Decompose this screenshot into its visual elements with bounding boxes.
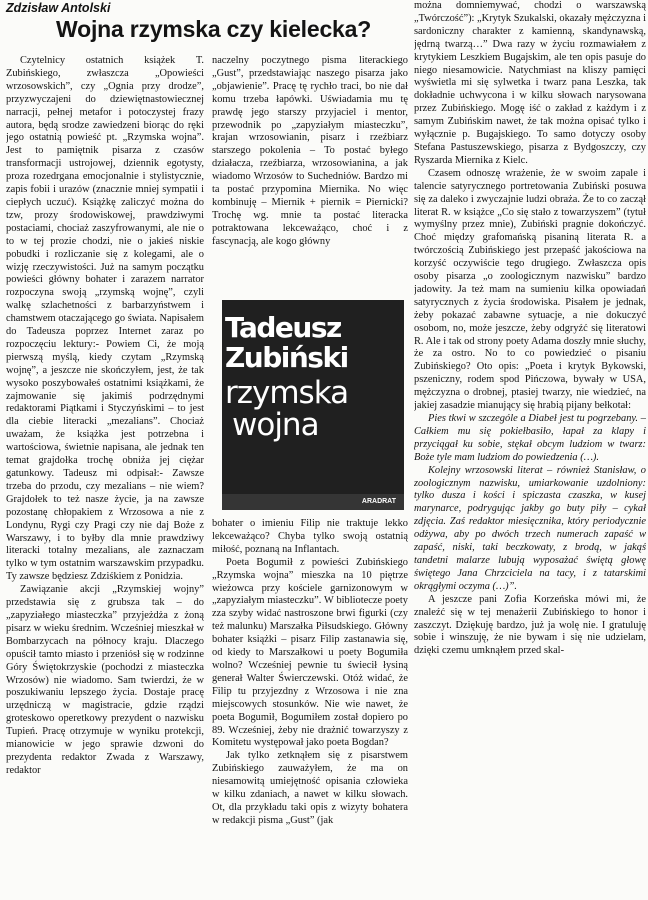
paragraph: Czasem odnoszę wrażenie, że w swoim zapale i talencie satyrycznego portretowania Zubiński posuwa się za daleko i zwyczajnie ludzi obraża. Że to co zaczął literat R. w książce „Co się stało z towarzyszem” (tytuł wymyślny przez mnie), Zubiński pragnie dokończyć. Choć między grafomańską pisaniną literata R. a twórczością Zubińskiego jest przepaść jakościowa na korzyść oczywiście tego drugiego. Zwłaszcza opis osoby pisarza „o zoologicznym nazwisku” bardzo jadowity. Ja też mam na sumieniu kilka opowiadań satyrycznych z życia środowiska. Pisałem je jednak, żeby pokazać zabawne sytuacje, a nie dokuczyć osobom, no, może jeszcze, żeby odgryźć się literatowi R. Ale i tak od strony poety Adama doszły mnie słuchy, że za ostro. No to co powiedzieć o pisaniu Zubińskiego? Oto opis: „Poeta i krytyk Bykowski, pszeniczny, rodem spod Pińczowa, bywały w USA, mężczyzna o drobnej, ptasiej twarzy, nie wiedzieć, na jakiej zasadzie mianujący się hrabią pijany bełkotał: [414,167,646,412]
text-column-2-top [212,55,408,263]
text-column-3 [414,0,646,900]
book-cover-image [222,300,404,510]
cover-title-line1: rzymska [225,375,349,411]
quoted-paragraph: Kolejny wrzosowski literat – również Stanisław, o zoologicznym nazwisku, umiarkowanie uzdolniony: tylko dusza i kości i spiczasta czaszka, w kusej marynarce, podrygując jakby go buty piły – cykał zdjęcia. Zaś redaktor miesięcznika, który periodycznie odżywa, aby po dwóch trzech numerach zapaść w zapaść, niski, taki beczkowaty, z brodą, w jakąś tandetni malarze lubują wyposażać świętą głowę świętego Jana Chrzciciela na tacy, i z tatarskimi okrągłymi oczyma (…)”. [414,464,646,592]
text-column-2-bottom [212,518,408,900]
cover-author-last: Zubiński [225,341,348,374]
paragraph: A jeszcze pani Zofia Korzeńska mówi mi, że znaleźć się w tej menażerii Zubińskiego to honor i zaszczyt. Dziękuję bardzo, już ja wolę nie. I gratuluję sobie i winszuję, że nie bywam i się nie udzielam, dzięki czemu umknąłem przed skal- [414,593,646,657]
paragraph: można domniemywać, chodzi o warszawską „Twórczość”): „Krytyk Szukalski, okazały mężczyzna i sardoniczny charakter z kamienną, skandynawską, jędrną twarzą…” Dwa razy w życiu rozmawiałem z krytykiem Leszkiem Bugajskim, ale ten opis pasuje do niego niesamowicie. Natychmiast na kliszy pamięci wyświetla mi się sylwetka i twarz pana Leszka, tak dokładnie uchwycona i w kilku słowach narysowana przez Zubińskiego. Mogę iść o zakład z każdym i z samym Zubińskim nawet, że tak można opisać tylko i wyłącznie p. Bugajskiego. To samo dotyczy osoby Stefana Pastuszewskiego, pisarza z Bydgoszczy, czy Ryszarda Miernika z Kielc. [414,0,646,166]
cover-title-line2: wojna [232,407,319,443]
paragraph: naczelny poczytnego pisma literackiego „Gust”, przedstawiając naszego pisarza jako „objawienie”. Pracę tę rychło traci, bo nie dał komu trzeba łapówki. Uświadamia mu tę prawdę jego starszy przyjaciel i mentor, przewodnik po „zapyziałym miasteczku”, krajan wrzosowianin, pisarz i rzeźbiarz starszego pokolenia – To postać byłego działacza, rzeźbiarza, wrzosowianina, a jak wiadomo Wrzosów to Suchedniów. Bardzo mi ta postać przypomina Miernika. No więc kombinuję – Miernik + piernik = Piernicki? Trochę wg. mnie ta postać literacka potraktowana lekceważąco, choć i z fascynacją, ale kogo główny [212,55,408,247]
text-column-1 [6,55,204,900]
paragraph: Zawiązanie akcji „Rzymskiej wojny” przedstawia się z grubsza tak – do „zapyziałego miasteczka” przyjeżdża z żoną pisarz w wieku średnim. Wcześniej mieszkał w Bombarzycach na północy kraju. Dlaczego opuścił tamto miasto i przeniósł się w rodzinne Góry Świętokrzyskie (pochodzi z miasteczka Wrzosów) nie wiadomo. Sam twierdzi, że w poszukiwaniu lepszego życia. Dostaje pracę urzędniczą w magistracie, gdzie rządzi groteskowo operetkowy prezydent o nazwisku Tupień. Pracę otrzymuje w wyniku protekcji, mianowicie w jego sprawie dzwoni do prezydenta redaktor Zwada z Warszawy, redaktor [6,584,204,776]
paragraph: Czytelnicy ostatnich książek T. Zubińskiego, zwłaszcza „Opowieści wrzosowskich”, czy „Ognia przy drodze”, przyzwyczajeni do dziewiętnastowiecznej narracji, pełnej metafor i potoczystej frazy autora, będą srodze zawiedzeni biorąc do ręki jego ostatnią powieść pt. „Rzymska wojna”. Jest to pamiętnik pisarza z czasów transformacji ustrojowej, dziennik egotysty, proza rozedrgana emocjonalnie i stylistycznie, zapis fobii i urazów (znacznie mniej sympatii i ciepłych uczuć). Książkę zaliczyć można do tzw, prozy środowiskowej, prawdziwymi postaciami, chociaż zaszyfrowanymi, ale nie o to w tej prozie chodzi, nie o jakieś niskie pobudki i rozliczanie się z kolegami, ale o wizję rzeczywistości. Już na samym początku powieści główny bohater i zarazem narrator rozpoczyna swoją „rzymską wojnę”, czyli walkę szlachetności z barbarzyństwem i chamstwem otaczającego go świata. Napisałem do Tadeusza poprzez Internet zaraz po rozpoczęciu lektury:- Powiem Ci, że moją pierwszą myślą, kiedy czytam „Rzymską wojnę”, a jeszcze nie skończyłem, jest, że tak wysoko poszybowałeś ostatnimi książkami, że zajmowanie się jakimiś podrzędnymi redaktorami Piątkami i Styczyńskimi – to jest dla ciebie literacki „mezalians”. Chociaż uważam, że książka jest potrzebna i wartościowa, świetnie napisana, ale jednak ten temat grajdołka trochę obniża jej ciężar gatunkowy. Tadeusz mi odpisał:- Zawsze trzeba do przodu, czy mezalians – nie wiem? Grajdołek to też nasze życie, ja na zawsze pozostanę chłopakiem z Wrzosowa a nie z Londynu, Rygi czy Pragi czy nie daj Boże z Warszawy, i to byłby dla mnie prawdziwy literacki totalny mezalians, ale zaznaczam tylko w tym ostatnim warszawskim przypadku. Ty zawsze będziesz Zdziśkiem z Ponidzia. [6,55,204,583]
paragraph: Jak tylko zetknąłem się z pisarstwem Zubińskiego zauważyłem, że ma on niesamowitą umiejętność opisania człowieka w kilku zdaniach, a nawet w kilku słowach. Ot, dla przykładu taki opis z wizyty bohatera w redakcji pisma „Gust” (jak [212,750,408,826]
quoted-paragraph: Pies tkwi w szczególe a Diabeł jest tu pogrzebany. – Całkiem mu się pokiełbasiło, łapał za klapy i przyciągał ku sobie, stękał obcym ludziom w twarz: Boże tyle mam ludziom do powiedzenia (…). [414,413,646,463]
author-byline: Zdzisław Antolski [6,1,111,15]
cover-publisher: ARADRAT [361,498,396,505]
paragraph: Poeta Bogumił z powieści Zubińskiego „Rzymska wojna” mieszka na 10 piętrze wieżowca przy kościele garnizonowym w „zapyziałym miasteczku”. W bibliotecze poety zza szyby widać nastroszone brwi figurki (czy też malunku) Marszałka Piłsudskiego. Główny bohater książki – pisarz Filip zastanawia się, od kiedy to Marszałkowi u poety Bogumiła wolno? Wcześniej pewnie tu świecił łysiną generał Walter Świerczewski. Otóż widać, że Filip tu przyjezdny z Wrzosowa i nie zna miejscowych stosunków. Nie wie nawet, że poeta Bogumił, Bogumiłem został dopiero po 89. Wcześniej, żeby nie drażnić towarzyszy z Komitetu występował jako poeta Bogdan? [212,556,408,749]
article-title: Wojna rzymska czy kielecka? [56,16,372,42]
paragraph: bohater o imieniu Filip nie traktuje lekko lekceważąco? Chyba tylko swoją ostatnią miłość, poznaną na Inflantach. [212,518,408,555]
cover-author-first: Tadeusz [225,311,341,344]
